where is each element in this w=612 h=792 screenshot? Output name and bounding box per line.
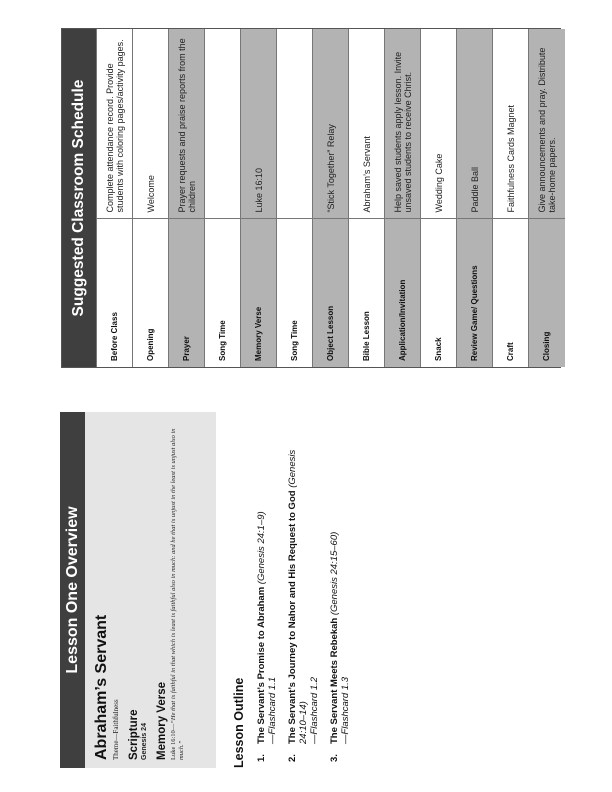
outline-item-reference: (Genesis 24:10–14) xyxy=(287,449,309,744)
schedule-header: Suggested Classroom Schedule xyxy=(62,29,96,367)
schedule-activity: Closing xyxy=(529,219,565,367)
memory-verse-quote: “He that is faithful in that which is least is faithful also in much: and he that is unjust in the least is unjust also in much.” xyxy=(170,428,185,760)
lesson-theme: Theme—Faithfulness xyxy=(112,699,120,760)
lesson-outline xyxy=(232,430,388,768)
schedule-activity: Before Class xyxy=(97,219,133,367)
schedule-detail: Prayer requests and praise reports from the children xyxy=(169,29,205,219)
schedule-activity: Bible Lesson xyxy=(349,219,385,367)
schedule-detail: Luke 16:10 xyxy=(241,29,277,219)
schedule-detail xyxy=(277,29,313,219)
schedule-activity: Review Game/ Questions xyxy=(457,219,493,367)
outline-item-number: 2. xyxy=(287,754,298,762)
table-row xyxy=(493,29,529,367)
scripture-reference: Genesis 24 xyxy=(141,723,148,760)
table-row xyxy=(205,29,241,367)
lesson-overview-panel xyxy=(60,412,216,768)
schedule-detail: Faithfulness Cards Magnet xyxy=(493,29,529,219)
table-row xyxy=(277,29,313,367)
schedule-activity: Opening xyxy=(133,219,169,367)
table-row xyxy=(313,29,349,367)
outline-item-flashcard: —Flashcard 1.3 xyxy=(340,676,351,744)
schedule-table xyxy=(96,29,565,367)
schedule-activity: Craft xyxy=(493,219,529,367)
schedule-activity: Song Time xyxy=(205,219,241,367)
outline-item-flashcard: —Flashcard 1.2 xyxy=(309,676,320,744)
table-row xyxy=(241,29,277,367)
classroom-schedule xyxy=(61,28,561,368)
outline-item-number: 3. xyxy=(329,754,340,762)
table-row xyxy=(97,29,133,367)
schedule-detail: Paddle Ball xyxy=(457,29,493,219)
outline-item-title: The Servant Meets Rebekah xyxy=(329,617,340,744)
schedule-detail: Abraham’s Servant xyxy=(349,29,385,219)
outline-item-reference: (Genesis 24:15–60) xyxy=(329,531,340,616)
outline-item-flashcard: —Flashcard 1.1 xyxy=(267,676,278,744)
overview-body xyxy=(85,412,216,768)
table-row xyxy=(421,29,457,367)
outline-item-title: The Servant’s Journey to Nahor and His Request to God xyxy=(287,490,298,744)
schedule-detail: “Stick Together” Relay xyxy=(313,29,349,219)
outline-item-reference: (Genesis 24:1–9) xyxy=(256,511,267,585)
table-row xyxy=(529,29,565,367)
schedule-detail: Wedding Cake xyxy=(421,29,457,219)
schedule-activity: Memory Verse xyxy=(241,219,277,367)
schedule-detail: Help saved students apply lesson. Invite unsaved students to receive Christ. xyxy=(385,29,421,219)
schedule-activity: Song Time xyxy=(277,219,313,367)
schedule-detail xyxy=(205,29,241,219)
memory-verse-text xyxy=(170,420,186,760)
overview-header: Lesson One Overview xyxy=(60,412,85,768)
outline-item-title: The Servant’s Promise to Abraham xyxy=(256,586,267,744)
table-row xyxy=(133,29,169,367)
table-row xyxy=(457,29,493,367)
outline-item xyxy=(287,430,320,768)
table-row xyxy=(349,29,385,367)
scripture-heading: Scripture xyxy=(128,709,140,760)
table-row xyxy=(169,29,205,367)
schedule-activity: Prayer xyxy=(169,219,205,367)
outline-item-number: 1. xyxy=(256,754,267,762)
schedule-detail: Complete attendance record. Provide students with coloring pages/activity pages. xyxy=(97,29,133,219)
schedule-detail: Welcome xyxy=(133,29,169,219)
schedule-activity: Object Lesson xyxy=(313,219,349,367)
schedule-detail: Give announcements and pray. Distribute take-home papers. xyxy=(529,29,565,219)
schedule-activity: Application/Invitation xyxy=(385,219,421,367)
outline-item xyxy=(256,430,278,768)
outline-heading: Lesson Outline xyxy=(232,677,246,768)
lesson-title: Abraham’s Servant xyxy=(93,614,110,760)
memory-verse-reference: Luke 16:10— xyxy=(170,723,177,760)
table-row xyxy=(385,29,421,367)
memory-verse-heading: Memory Verse xyxy=(156,682,168,760)
outline-item xyxy=(329,430,351,768)
schedule-activity: Snack xyxy=(421,219,457,367)
